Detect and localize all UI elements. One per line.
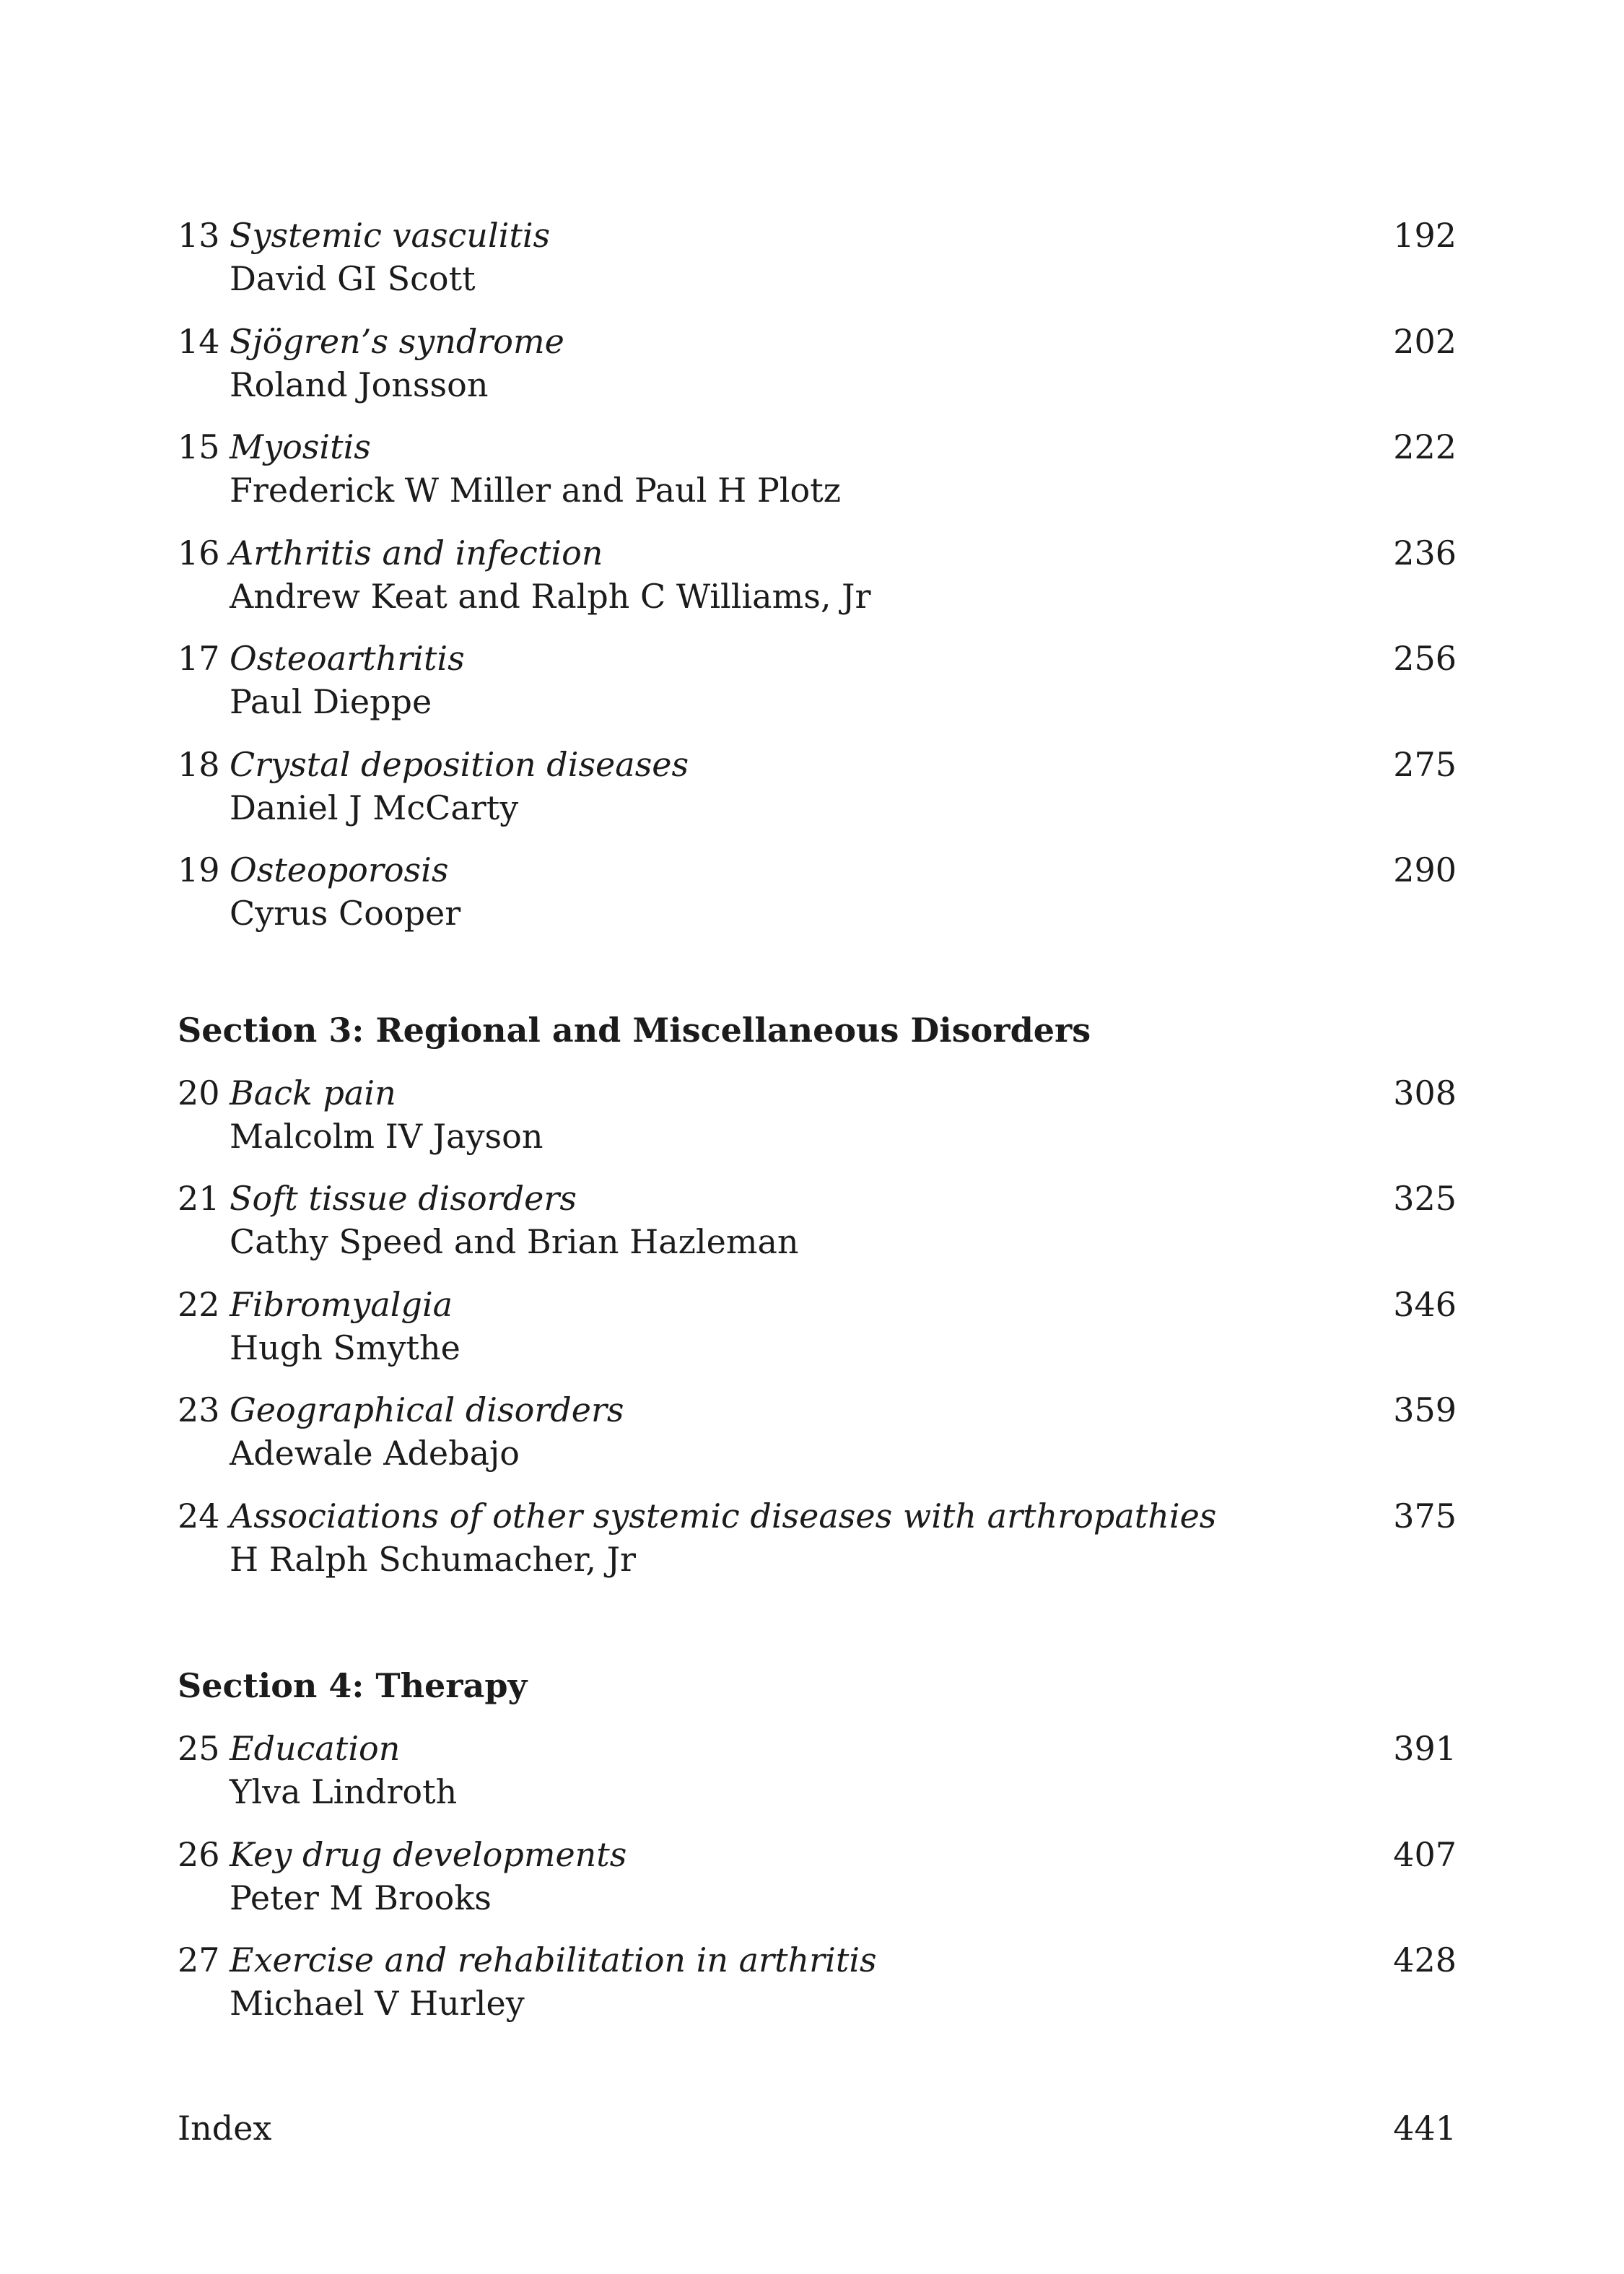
index-label: Index — [178, 2109, 272, 2148]
chapter-number: 24 — [178, 1497, 220, 1535]
chapter-page: 192 — [1393, 216, 1457, 255]
toc-entry-18 — [178, 743, 1457, 837]
chapter-number: 17 — [178, 639, 220, 678]
chapter-author: Andrew Keat and Ralph C Williams, Jr — [230, 577, 871, 616]
chapter-author: Adewale Adebajo — [230, 1434, 520, 1473]
chapter-author: H Ralph Schumacher, Jr — [230, 1540, 637, 1579]
chapter-page: 375 — [1393, 1497, 1457, 1535]
toc-entry-17 — [178, 637, 1457, 731]
chapter-number: 16 — [178, 533, 220, 572]
toc-entry-21 — [178, 1177, 1457, 1271]
chapter-title: Arthritis and infection — [230, 533, 603, 572]
section-4-heading: Section 4: Therapy — [178, 1666, 528, 1705]
chapter-author: Ylva Lindroth — [230, 1772, 458, 1811]
chapter-number: 20 — [178, 1073, 220, 1112]
chapter-author: Michael V Hurley — [230, 1984, 525, 2023]
chapter-number: 19 — [178, 850, 220, 889]
chapter-page: 202 — [1393, 322, 1457, 361]
chapter-number: 22 — [178, 1285, 220, 1324]
chapter-number: 26 — [178, 1835, 220, 1874]
chapter-page: 407 — [1393, 1835, 1457, 1874]
toc-entry-19 — [178, 848, 1457, 942]
chapter-author: Roland Jonsson — [230, 365, 489, 404]
toc-entry-20 — [178, 1071, 1457, 1165]
chapter-author: Frederick W Miller and Paul H Plotz — [230, 471, 841, 510]
toc-entry-14 — [178, 320, 1457, 414]
index-page: 441 — [1393, 2109, 1457, 2148]
chapter-author: Peter M Brooks — [230, 1878, 492, 1917]
chapter-number: 25 — [178, 1729, 220, 1768]
toc-entry-25 — [178, 1727, 1457, 1821]
chapter-author: Cathy Speed and Brian Hazleman — [230, 1222, 799, 1261]
chapter-title: Exercise and rehabilitation in arthritis — [230, 1940, 877, 1979]
toc-entry-24 — [178, 1494, 1457, 1588]
chapter-author: Cyrus Cooper — [230, 894, 461, 933]
chapter-title: Myositis — [230, 427, 371, 466]
chapter-author: David GI Scott — [230, 259, 476, 298]
chapter-page: 290 — [1393, 850, 1457, 889]
chapter-title: Fibromyalgia — [230, 1285, 453, 1324]
chapter-page: 275 — [1393, 745, 1457, 784]
toc-entry-22 — [178, 1283, 1457, 1377]
chapter-title: Education — [230, 1729, 401, 1768]
chapter-title: Key drug developments — [230, 1835, 627, 1874]
chapter-page: 346 — [1393, 1285, 1457, 1324]
chapter-number: 23 — [178, 1390, 220, 1429]
chapter-page: 236 — [1393, 533, 1457, 572]
chapter-page: 391 — [1393, 1729, 1457, 1768]
chapter-title: Systemic vasculitis — [230, 216, 551, 255]
chapter-page: 222 — [1393, 427, 1457, 466]
chapter-number: 27 — [178, 1940, 220, 1979]
toc-entry-23 — [178, 1388, 1457, 1482]
toc-entry-15 — [178, 425, 1457, 519]
chapter-title: Geographical disorders — [230, 1390, 624, 1429]
chapter-author: Hugh Smythe — [230, 1328, 460, 1367]
chapter-page: 428 — [1393, 1940, 1457, 1979]
toc-entry-27 — [178, 1938, 1457, 2032]
chapter-author: Daniel J McCarty — [230, 788, 519, 827]
chapter-number: 21 — [178, 1179, 220, 1218]
chapter-title: Osteoporosis — [230, 850, 449, 889]
chapter-page: 325 — [1393, 1179, 1457, 1218]
chapter-title: Sjögren’s syndrome — [230, 322, 564, 361]
chapter-number: 13 — [178, 216, 220, 255]
chapter-author: Malcolm IV Jayson — [230, 1117, 543, 1156]
chapter-number: 14 — [178, 322, 220, 361]
section-3-heading: Section 3: Regional and Miscellaneous Disorders — [178, 1011, 1091, 1050]
chapter-author: Paul Dieppe — [230, 682, 432, 721]
chapter-number: 15 — [178, 427, 220, 466]
chapter-page: 308 — [1393, 1073, 1457, 1112]
chapter-page: 256 — [1393, 639, 1457, 678]
chapter-title: Associations of other systemic diseases with arthropathies — [230, 1497, 1217, 1535]
toc-entry-13 — [178, 214, 1457, 308]
chapter-title: Soft tissue disorders — [230, 1179, 577, 1218]
chapter-title: Back pain — [230, 1073, 396, 1112]
toc-entry-index — [178, 2107, 1457, 2150]
toc-entry-26 — [178, 1833, 1457, 1927]
chapter-title: Osteoarthritis — [230, 639, 465, 678]
chapter-number: 18 — [178, 745, 220, 784]
toc-entry-16 — [178, 531, 1457, 625]
chapter-title: Crystal deposition diseases — [230, 745, 689, 784]
chapter-page: 359 — [1393, 1390, 1457, 1429]
